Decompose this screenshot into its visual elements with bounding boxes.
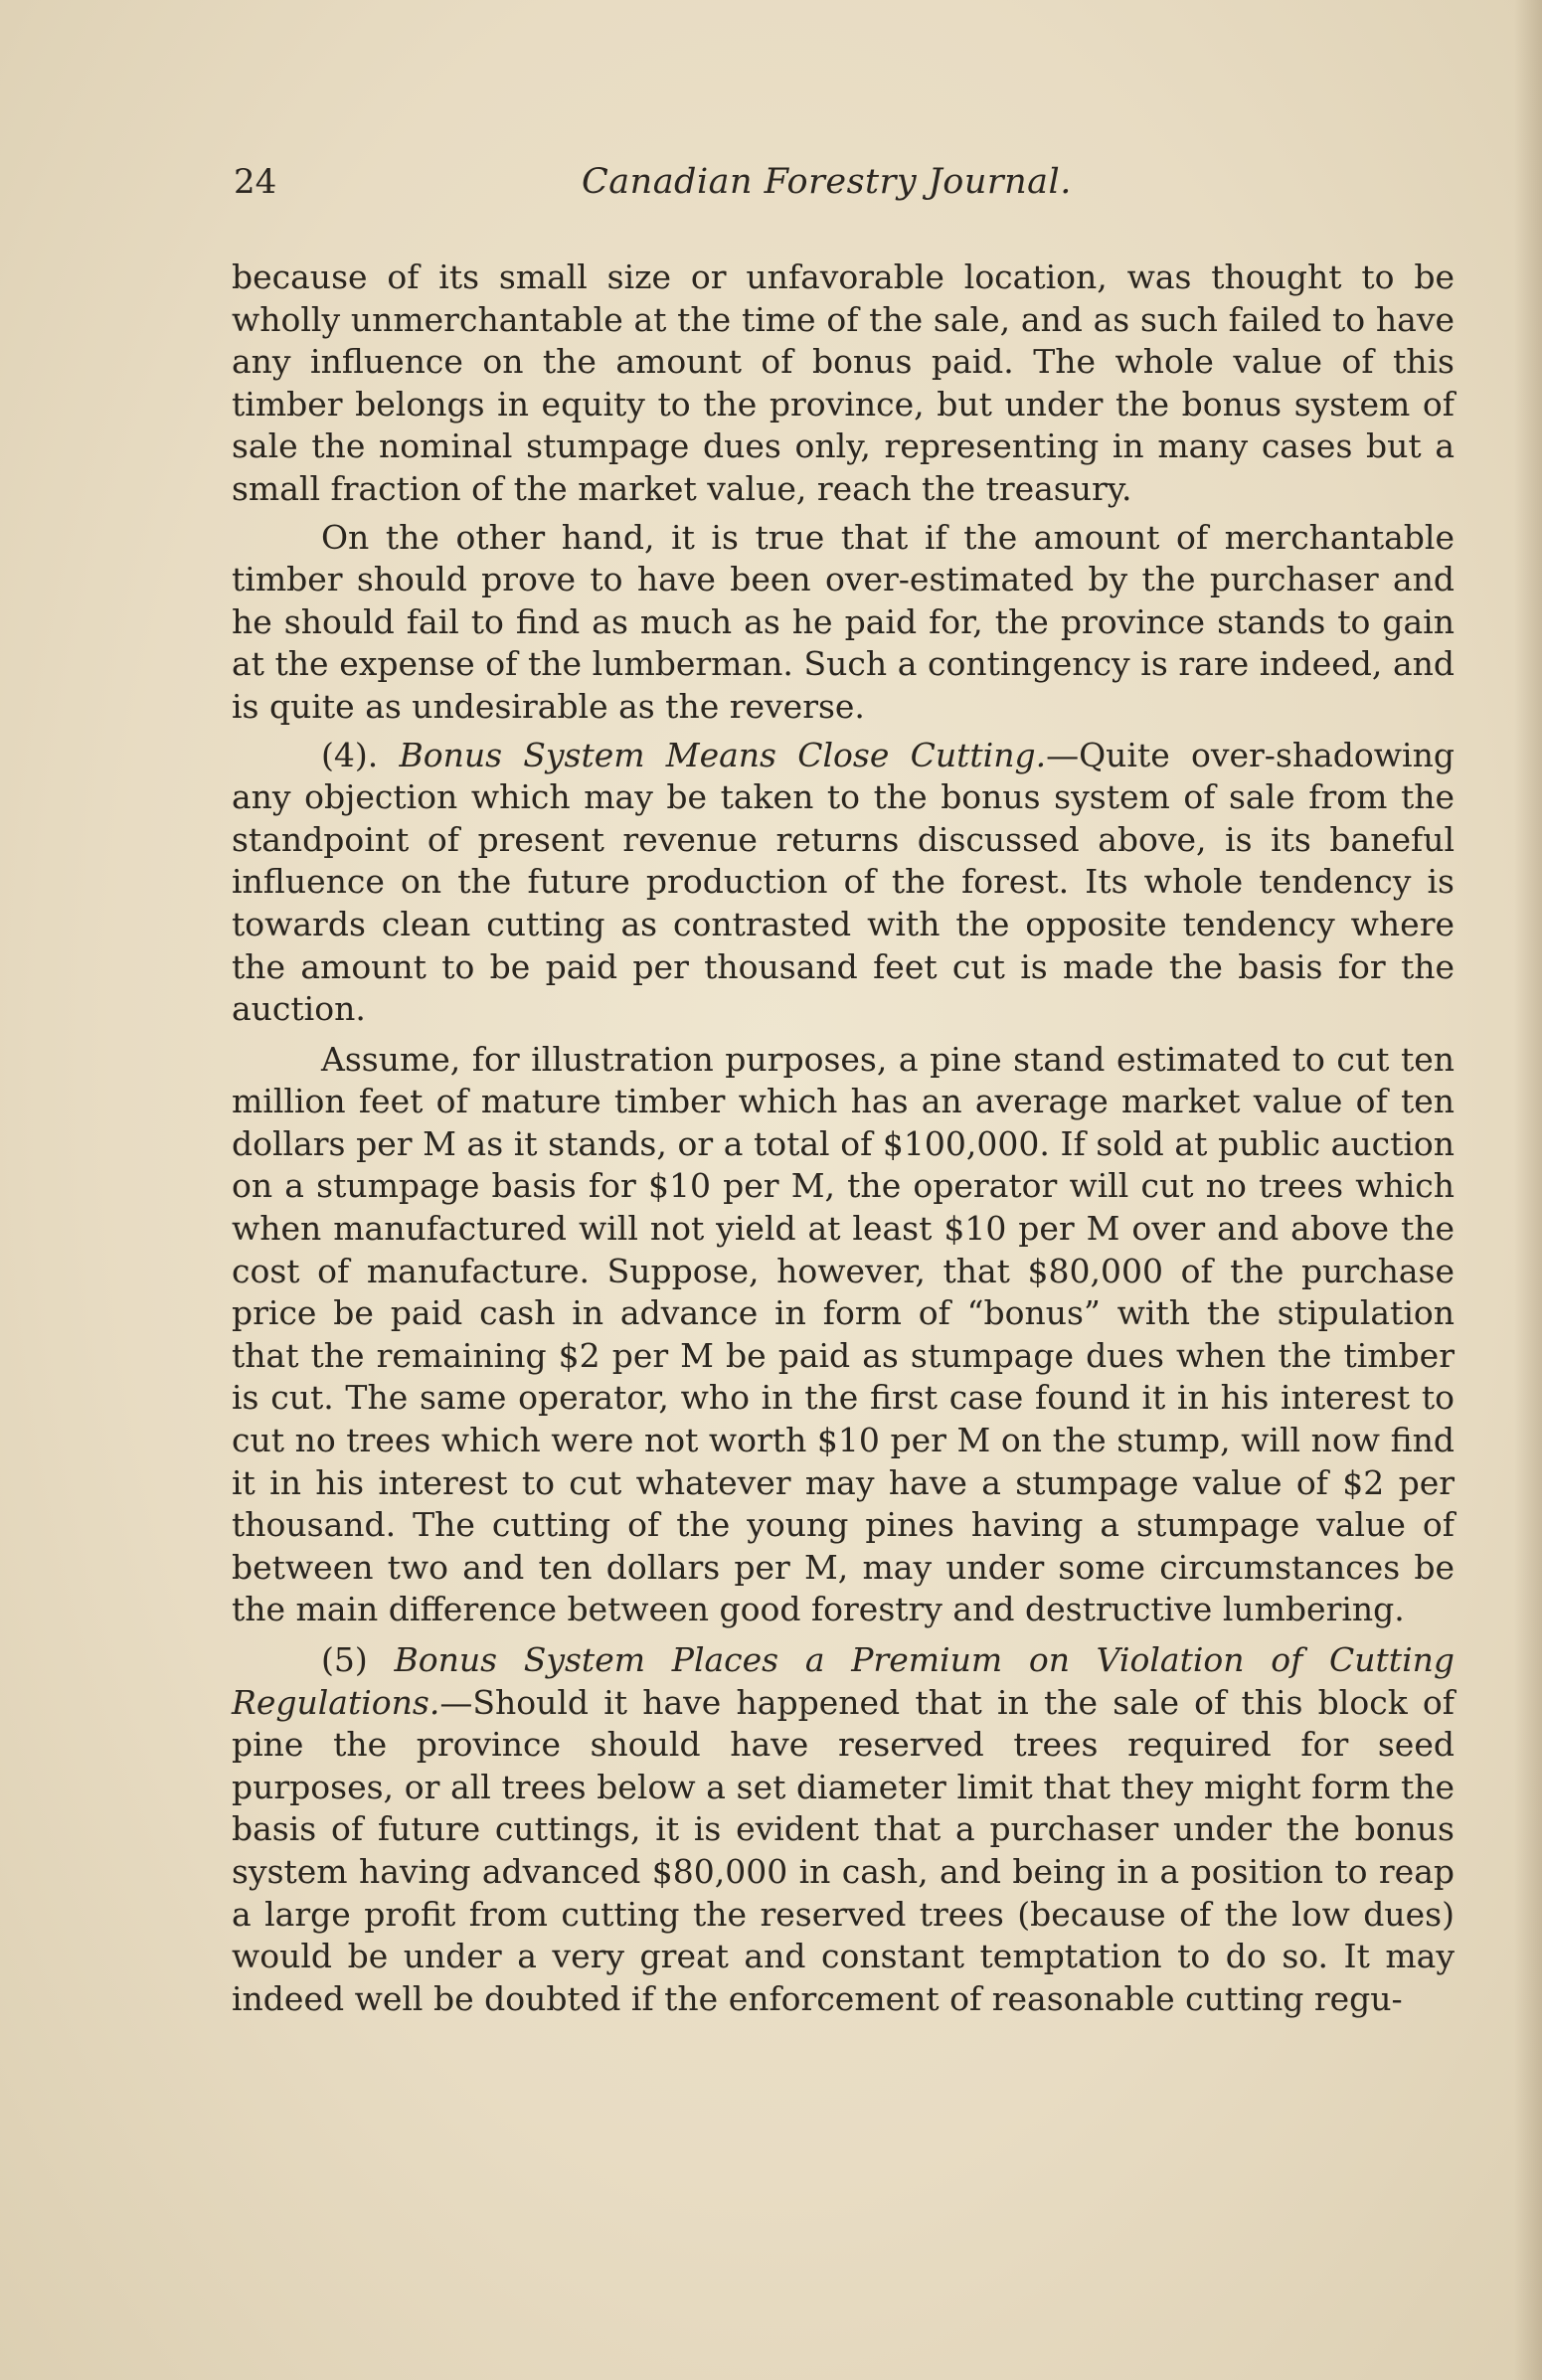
journal-title: Canadian Forestry Journal. [582,162,1072,202]
paragraph-section-4 [232,735,1455,1031]
paragraph-text: On the other hand, it is true that if the amount of merchantable timber should prove to have been over-estimated by the purchaser and he should fail to find as much as he paid for, the province stands to gain at the expense of the lumberman. Such a contingency is rare indeed, and is quite as undesirable as the reverse. [232,517,1455,726]
section-number: (5) [321,1640,395,1679]
article-body [232,256,1455,2020]
page-edge-shadow [1514,0,1542,2380]
paragraph-text: Assume, for illustration purposes, a pine stand estimated to cut ten million feet of mature timber which has an average market value of ten dollars per M as it stands, or a total of $100,000. If sold at public auction on a stumpage basis for $10 per M, the operator will cut no trees which when manufactured will not yield at least $10 per M over and above the cost of manufacture. Suppose, however, that $80,000 of the purchase price be paid cash in advance in form of “bonus” with the stipulation that the remaining $2 per M be paid as stumpage dues when the timber is cut. The same operator, who in the first case found it in his interest to cut no trees which were not worth $10 per M on the stump, will now find it in his interest to cut whatever may have a stumpage value of $2 per thousand. The cutting of the young pines having a stumpage value of between two and ten dollars per M, may under some circumstances be the main difference between good forestry and destructive lumbering. [232,1039,1455,1629]
paragraph-section-5 [232,1639,1455,2020]
section-heading: Bonus System Places a Premium on Violation of Cutting Regulations. [232,1640,1455,1722]
paragraph-continuation [232,256,1455,511]
paragraph-text: —Should it have happened that in the sale of this block of pine the province should have reserved trees required for seed purposes, or all trees below a set diameter limit that they might form the basis of future cuttings, it is evident that a purchaser under the bonus system having advanced $80,000 in cash, and being in a position to reap a large profit from cutting the reserved trees (because of the low dues) would be under a very great and constant temptation to do so. It may indeed well be doubted if the enforcement of reasonable cutting regu- [232,1682,1455,2018]
section-number: (4). [321,735,400,774]
paragraph-illustration [232,1039,1455,1631]
paragraph-counterpoint [232,517,1455,729]
paragraph-text: because of its small size or unfavorable location, was thought to be wholly unmerchantable at the time of the sale, and as such failed to have any influence on the amount of bonus paid. The whole value of this timber belongs in equity to the province, but under the bonus system of sale the nominal stumpage dues only, representing in many cases but a small fraction of the market value, reach the treasury. [232,257,1455,508]
section-heading: Bonus System Means Close Cutting. [399,735,1047,774]
page-number: 24 [234,162,277,202]
paragraph-text: —Quite over-shadowing any objection which may be taken to the bonus system of sale from the standpoint of present revenue returns discussed above, is its baneful influence on the future production of the forest. Its whole tendency is towards clean cutting as contrasted with the opposite tendency where the amount to be paid per thousand feet cut is made the basis for the auction. [232,735,1455,1029]
running-header [234,162,1228,212]
